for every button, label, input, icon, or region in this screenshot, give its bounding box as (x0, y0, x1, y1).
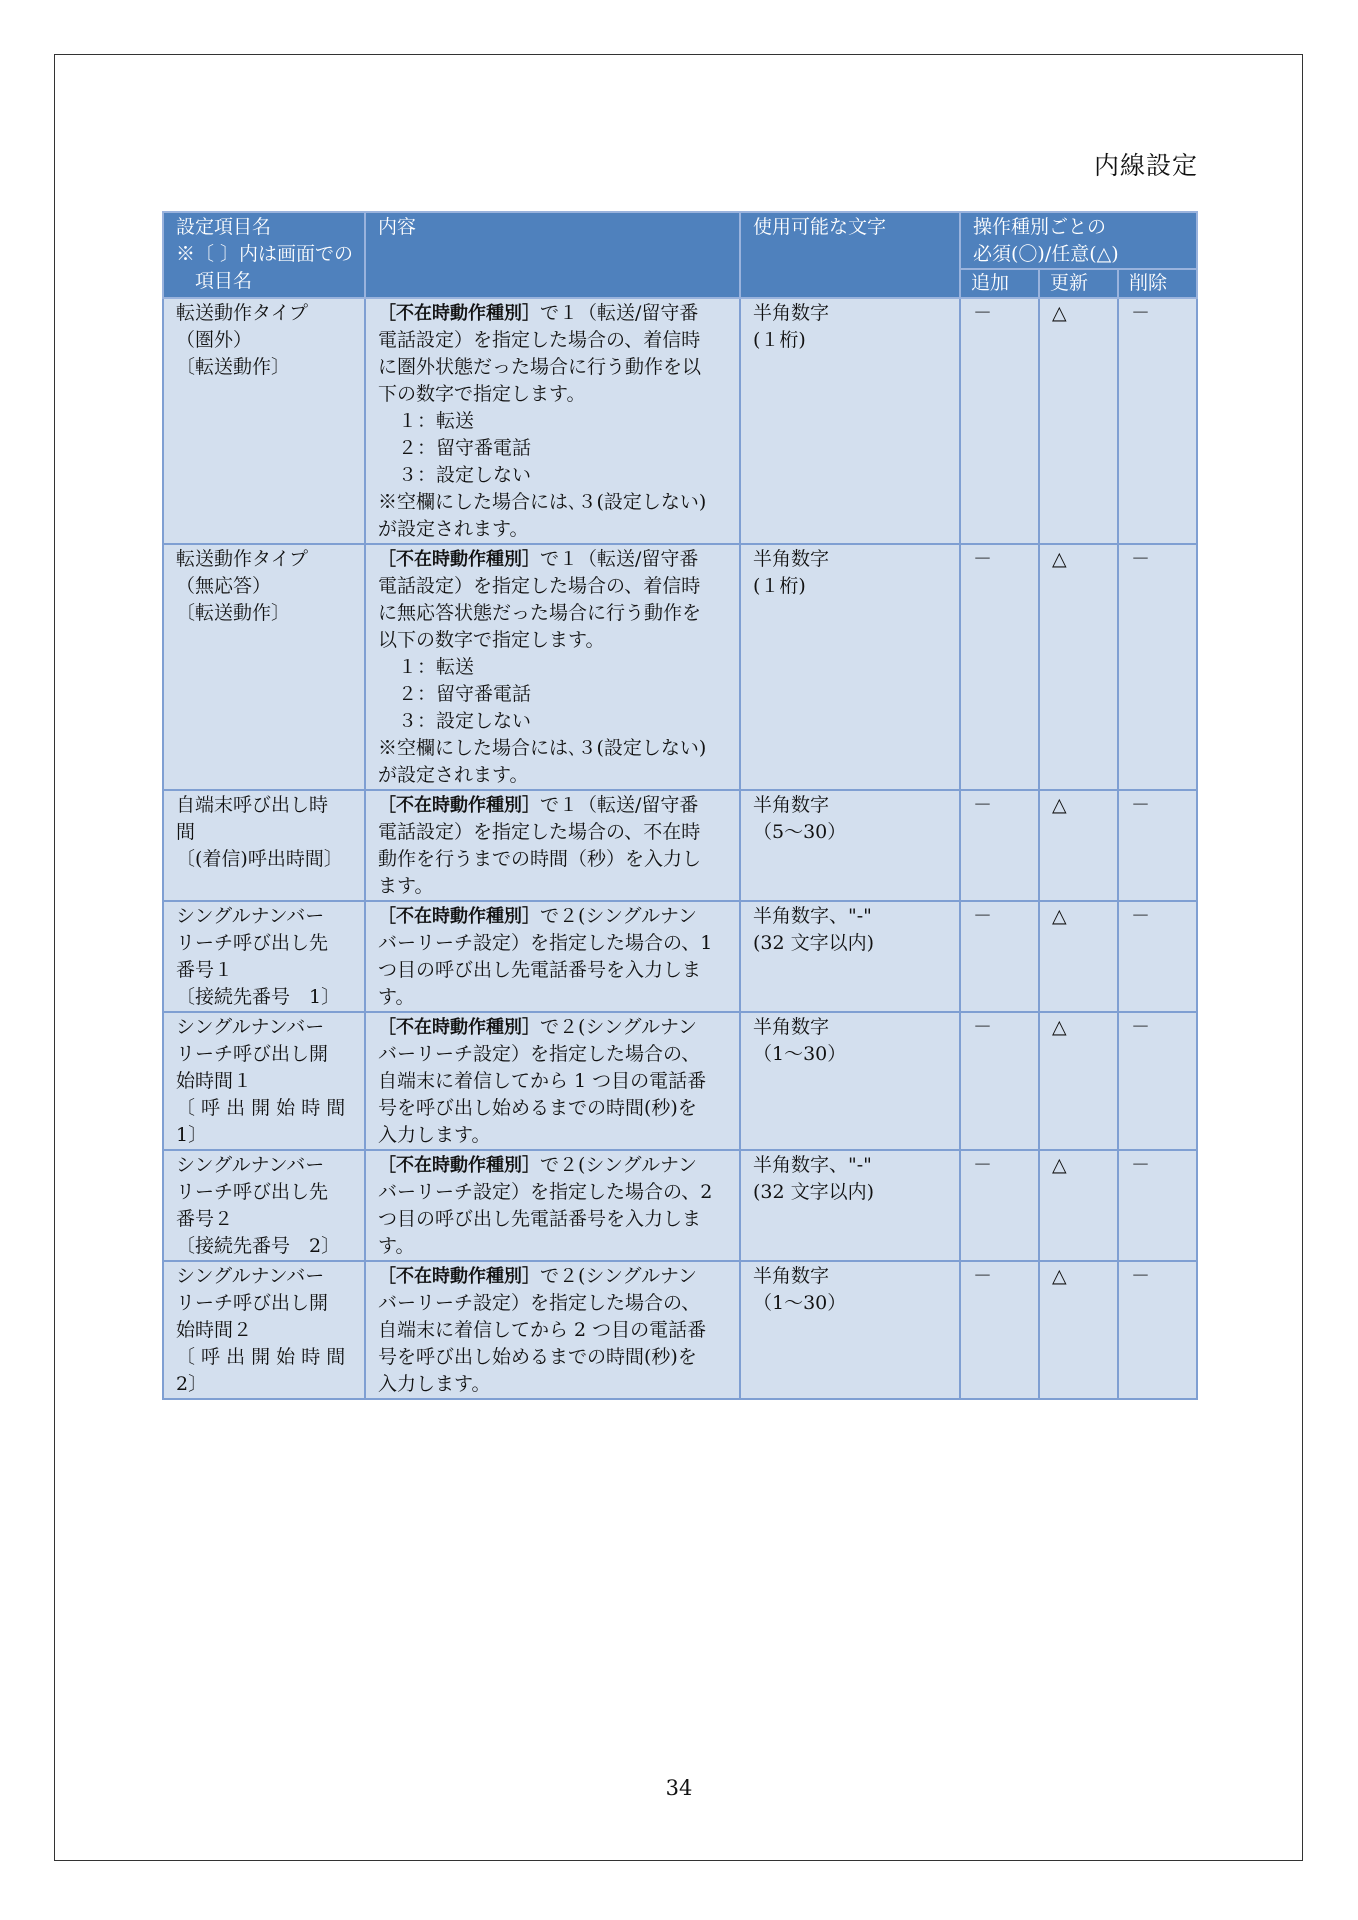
note-line: ※空欄にした場合には､３(設定しない) (378, 491, 707, 513)
delete-mark: － (1118, 901, 1197, 1012)
item-name-line: 〔 呼 出 開 始 時 間 (176, 1097, 346, 1119)
chars-line: 半角数字 (753, 302, 830, 324)
content-line: バーリーチ設定）を指定した場合の、2 (378, 1181, 713, 1203)
update-mark: △ (1039, 1150, 1118, 1261)
table-row (163, 1150, 1197, 1261)
content-text: で１（転送/留守番 (540, 302, 699, 324)
content-line: 下の数字で指定します。 (378, 383, 586, 405)
update-mark: △ (1039, 1012, 1118, 1150)
header-operation-type: 操作種別ごとの 必須(〇)/任意(△) (960, 212, 1197, 269)
content-line: つ目の呼び出し先電話番号を入力しま (378, 1208, 702, 1230)
add-mark: － (960, 544, 1039, 790)
content-line (378, 903, 727, 930)
content-line (378, 792, 727, 819)
note-line: ※空欄にした場合には､３(設定しない) (378, 737, 707, 759)
table-row (163, 790, 1197, 901)
content-line: す。 (378, 986, 415, 1008)
delete-mark: － (1118, 790, 1197, 901)
item-name-line: リーチ呼び出し先 (176, 1181, 329, 1203)
item-name-line: シングルナンバー (176, 1016, 325, 1038)
item-name-line: 〔 呼 出 開 始 時 間 (176, 1346, 346, 1368)
chars-cell (740, 1150, 960, 1261)
content-text: で１（転送/留守番 (540, 548, 699, 570)
header-chars: 使用可能な文字 (740, 212, 960, 298)
item-name-cell (163, 901, 365, 1012)
header-delete: 削除 (1118, 269, 1197, 298)
content-line: 入力します。 (378, 1373, 491, 1395)
header-update: 更新 (1039, 269, 1118, 298)
chars-cell (740, 1261, 960, 1399)
update-mark: △ (1039, 1261, 1118, 1399)
item-name-cell (163, 1150, 365, 1261)
content-cell (365, 790, 740, 901)
content-cell (365, 1150, 740, 1261)
delete-mark: － (1118, 1150, 1197, 1261)
table-row (163, 298, 1197, 544)
content-cell (365, 544, 740, 790)
content-line: 自端末に着信してから 1 つ目の電話番 (378, 1070, 707, 1092)
chars-line: 半角数字 (753, 1265, 830, 1287)
item-name-line: シングルナンバー (176, 1154, 325, 1176)
item-name-line: 〔転送動作〕 (176, 602, 291, 624)
content-keyword: ［不在時動作種別］ (378, 906, 540, 927)
option-line: ２：留守番電話 (398, 683, 532, 705)
delete-mark: － (1118, 298, 1197, 544)
content-text: で２(シングルナン (540, 1016, 698, 1038)
item-name-line: 〔(着信)呼出時間〕 (176, 848, 343, 870)
add-mark: － (960, 1150, 1039, 1261)
content-line: に無応答状態だった場合に行う動作を (378, 602, 702, 624)
delete-mark: － (1118, 544, 1197, 790)
content-line (378, 300, 727, 327)
option-line: ２：留守番電話 (398, 437, 532, 459)
item-name-cell (163, 1012, 365, 1150)
add-mark: － (960, 1012, 1039, 1150)
delete-mark: － (1118, 1012, 1197, 1150)
item-name-line: （無応答） (176, 575, 272, 597)
item-name-cell (163, 298, 365, 544)
content-line: 自端末に着信してから 2 つ目の電話番 (378, 1319, 707, 1341)
item-name-line: 1〕 (176, 1124, 208, 1146)
item-name-cell (163, 790, 365, 901)
update-mark: △ (1039, 298, 1118, 544)
chars-line: 半角数字、"-" (753, 905, 872, 927)
item-name-line: 〔接続先番号 1〕 (176, 986, 341, 1008)
chars-line: （1～30） (753, 1043, 847, 1065)
chars-line: 半角数字 (753, 548, 830, 570)
item-name-line: シングルナンバー (176, 1265, 325, 1287)
header-item-name: 設定項目名 ※〔 〕内は画面での 項目名 (163, 212, 365, 298)
note-line: が設定されます。 (378, 764, 529, 786)
content-line: つ目の呼び出し先電話番号を入力しま (378, 959, 702, 981)
content-keyword: ［不在時動作種別］ (378, 1266, 540, 1287)
item-name-line: 始時間１ (176, 1070, 253, 1092)
table-row (163, 544, 1197, 790)
page-number: 34 (665, 1776, 693, 1800)
content-text: で２(シングルナン (540, 905, 698, 927)
content-line: 号を呼び出し始めるまでの時間(秒)を (378, 1346, 697, 1368)
content-line (378, 546, 727, 573)
header-content: 内容 (365, 212, 740, 298)
chars-cell (740, 901, 960, 1012)
chars-cell (740, 1012, 960, 1150)
content-line: 以下の数字で指定します。 (378, 629, 605, 651)
header-add: 追加 (960, 269, 1039, 298)
chars-cell (740, 298, 960, 544)
chars-line: （5～30） (753, 821, 847, 843)
chars-line: (１桁) (753, 329, 806, 351)
content-cell (365, 1012, 740, 1150)
item-name-line: （圏外） (176, 329, 253, 351)
option-line: １：転送 (398, 410, 475, 432)
item-name-cell (163, 544, 365, 790)
option-line: １：転送 (398, 656, 475, 678)
chars-cell (740, 544, 960, 790)
table-row (163, 1261, 1197, 1399)
content-keyword: ［不在時動作種別］ (378, 303, 540, 324)
add-mark: － (960, 790, 1039, 901)
content-line: 電話設定）を指定した場合の、着信時 (378, 575, 701, 597)
content-text: で２(シングルナン (540, 1154, 698, 1176)
item-name-line: 始時間２ (176, 1319, 253, 1341)
item-name-line: 転送動作タイプ (176, 548, 309, 570)
content-line: 入力します。 (378, 1124, 491, 1146)
content-line (378, 1263, 727, 1290)
content-keyword: ［不在時動作種別］ (378, 549, 540, 570)
item-name-cell (163, 1261, 365, 1399)
content-cell (365, 1261, 740, 1399)
content-keyword: ［不在時動作種別］ (378, 795, 540, 816)
update-mark: △ (1039, 544, 1118, 790)
content-line: バーリーチ設定）を指定した場合の、 (378, 1043, 701, 1065)
update-mark: △ (1039, 790, 1118, 901)
content-line: 動作を行うまでの時間（秒）を入力し (378, 848, 702, 870)
chars-line: (32 文字以内) (753, 1181, 875, 1203)
content-keyword: ［不在時動作種別］ (378, 1155, 540, 1176)
item-name-line: 間 (176, 821, 196, 843)
content-line: ます。 (378, 875, 434, 897)
content-line: 電話設定）を指定した場合の、不在時 (378, 821, 701, 843)
table-row (163, 1012, 1197, 1150)
settings-table (162, 211, 1198, 1400)
item-name-line: 〔転送動作〕 (176, 356, 291, 378)
item-name-line: 番号２ (176, 1208, 234, 1230)
content-line: に圏外状態だった場合に行う動作を以 (378, 356, 702, 378)
chars-line: 半角数字 (753, 794, 830, 816)
item-name-line: リーチ呼び出し開 (176, 1292, 329, 1314)
chars-line: 半角数字、"-" (753, 1154, 872, 1176)
delete-mark: － (1118, 1261, 1197, 1399)
table-row (163, 901, 1197, 1012)
item-name-line: リーチ呼び出し開 (176, 1043, 329, 1065)
add-mark: － (960, 298, 1039, 544)
content-line: バーリーチ設定）を指定した場合の、1 (378, 932, 713, 954)
add-mark: － (960, 901, 1039, 1012)
chars-line: (32 文字以内) (753, 932, 875, 954)
add-mark: － (960, 1261, 1039, 1399)
chars-cell (740, 790, 960, 901)
content-cell (365, 298, 740, 544)
item-name-line: 番号１ (176, 959, 234, 981)
content-line (378, 1152, 727, 1179)
option-line: ３：設定しない (398, 464, 532, 486)
content-line: バーリーチ設定）を指定した場合の、 (378, 1292, 701, 1314)
content-line (378, 1014, 727, 1041)
section-title: 内線設定 (1093, 151, 1198, 180)
content-line: す。 (378, 1235, 415, 1257)
content-text: で１（転送/留守番 (540, 794, 699, 816)
item-name-line: 〔接続先番号 2〕 (176, 1235, 341, 1257)
item-name-line: 自端末呼び出し時 (176, 794, 329, 816)
item-name-line: シングルナンバー (176, 905, 325, 927)
item-name-line: 転送動作タイプ (176, 302, 309, 324)
update-mark: △ (1039, 901, 1118, 1012)
chars-line: (１桁) (753, 575, 806, 597)
chars-line: 半角数字 (753, 1016, 830, 1038)
content-line: 号を呼び出し始めるまでの時間(秒)を (378, 1097, 697, 1119)
option-line: ３：設定しない (398, 710, 532, 732)
content-text: で２(シングルナン (540, 1265, 698, 1287)
item-name-line: 2〕 (176, 1373, 208, 1395)
chars-line: （1～30） (753, 1292, 847, 1314)
content-cell (365, 901, 740, 1012)
content-keyword: ［不在時動作種別］ (378, 1017, 540, 1038)
note-line: が設定されます。 (378, 518, 529, 540)
item-name-line: リーチ呼び出し先 (176, 932, 329, 954)
content-line: 電話設定）を指定した場合の、着信時 (378, 329, 701, 351)
